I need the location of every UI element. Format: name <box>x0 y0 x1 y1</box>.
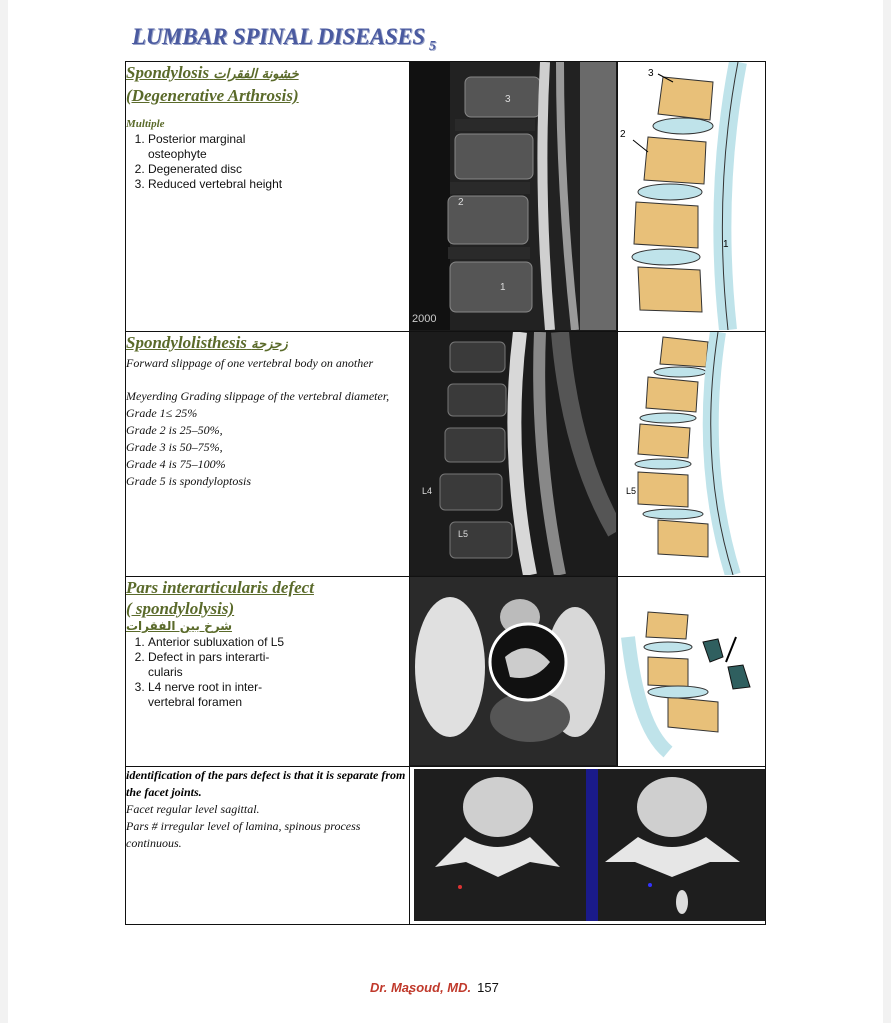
sagittal-mri-image-2 <box>410 332 616 575</box>
text-cell <box>126 332 410 577</box>
diagram-label: 1 <box>722 239 729 250</box>
mri-label: 3 <box>504 94 511 105</box>
row-heading: Pars interarticularis defect <box>126 578 314 597</box>
title-number: 5 <box>428 39 436 54</box>
footer-author: Dr. Maʂoud, MD. <box>370 980 472 995</box>
note-line: Facet regular level sagittal. <box>126 802 260 816</box>
row-subheading: (Degenerative Arthrosis) <box>126 86 299 105</box>
marker-red <box>458 885 462 889</box>
arabic-heading: خشونة الفقرات <box>213 67 299 82</box>
grading-intro: Meyerding Grading slippage of the vertebral diameter, <box>126 389 390 403</box>
arabic-subheading: شرخ بين الفقرات <box>126 619 233 633</box>
grade-item: Grade 4 is 75–100% <box>126 457 226 471</box>
marker-blue <box>648 883 652 887</box>
findings-list <box>126 635 409 710</box>
mri-label: 1 <box>499 282 506 293</box>
list-item: 1. Posterior marginal osteophyte <box>148 132 268 162</box>
pointer-line <box>633 140 648 152</box>
page-number: 157 <box>477 980 499 995</box>
description: Forward slippage of one vertebral body on another <box>126 356 374 370</box>
list-item: 2. Defect in pars interarti-cularis <box>148 650 278 680</box>
diagram-cell <box>617 332 765 577</box>
grade-item: Grade 3 is 50–75%, <box>126 440 223 454</box>
title-text: LUMBAR SPINAL DISEASES <box>132 24 425 49</box>
text-cell <box>126 62 410 332</box>
mri-image-cell <box>409 62 617 332</box>
diagram-cell <box>617 62 765 332</box>
text-cell <box>126 577 410 767</box>
diagram-label: L5 <box>625 486 636 496</box>
mri-watermark: 2000 <box>411 313 437 325</box>
mri-image-cell <box>409 332 617 577</box>
grade-item: Grade 5 is spondyloptosis <box>126 474 252 488</box>
note-line: Pars # irregular level of lamina, spinous process continuous. <box>126 819 361 850</box>
diagram-cell <box>617 577 765 767</box>
text-cell <box>126 767 410 925</box>
grade-item: Grade 1≤ 25% <box>126 406 198 420</box>
ct-comparison-cell <box>409 767 765 925</box>
mri-label: 2 <box>457 197 464 208</box>
arrow-icon <box>726 637 736 662</box>
pars-defect-diagram <box>618 577 765 765</box>
label-multiple: Multiple <box>126 118 165 130</box>
mri-label: L4 <box>421 486 432 496</box>
table-row-spondylosis <box>126 62 766 332</box>
sagittal-mri-image <box>410 62 616 330</box>
arabic-heading: زحزحة <box>251 337 288 352</box>
page-title <box>132 24 436 55</box>
ct-image-cell <box>409 577 617 767</box>
bold-note: identification of the pars defect is that it is separate from the facet joints. <box>126 768 406 799</box>
grade-item: Grade 2 is 25–50%, <box>126 423 223 437</box>
diagram-label: 3 <box>647 68 654 79</box>
table-row-pars-defect <box>126 577 766 767</box>
axial-ct-image <box>410 577 616 765</box>
page-footer <box>370 980 499 995</box>
list-item: 2. Degenerated disc <box>148 162 409 177</box>
diagram-label: 2 <box>619 129 626 140</box>
row-heading: Spondylosis خشونة الفقرات <box>126 63 299 82</box>
table-row-identification <box>126 767 766 925</box>
spondylolisthesis-diagram <box>618 332 765 575</box>
table-row-spondylolisthesis <box>126 332 766 577</box>
list-item: 1. Anterior subluxation of L5 <box>148 635 409 650</box>
axial-ct-comparison <box>410 767 765 923</box>
spine-diagram <box>618 62 765 330</box>
list-item: 3. Reduced vertebral height <box>148 177 409 192</box>
document-page <box>8 0 883 1023</box>
list-item: 3. L4 nerve root in inter-vertebral foramen <box>148 680 278 710</box>
findings-list <box>126 132 409 192</box>
row-subheading: ( spondylolysis) <box>126 599 235 618</box>
content-table <box>125 61 766 925</box>
row-heading: Spondylolisthesis زحزحة <box>126 333 288 352</box>
mri-label: L5 <box>457 529 468 539</box>
